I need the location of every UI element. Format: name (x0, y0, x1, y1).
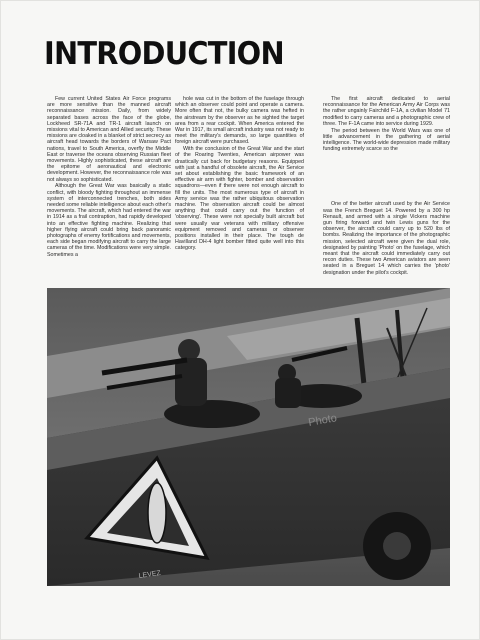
fuselage-serial: LEVEZ (138, 569, 162, 580)
paragraph: hole was cut in the bottom of the fuselage through which an observer could point and operate a camera. More often that not, the bulky camera was hefted in the airstream by the observer as he sighted the target area from a rear cockpit. When America entered the War in 1917, its small aircraft industry was not ready to meet the military's demands, so large quantities of foreign aircraft were purchased. (175, 96, 304, 146)
fuselage-photo-marking: Photo (307, 412, 338, 429)
text-column-1 (47, 96, 171, 258)
paragraph: With the conclusion of the Great War and the start of the Roaring Twenties, American airpower was drastically cut back for budgetary reasons. Equipped with just a handful of obsolete aircraft, the Air Service set about establishing the basic framework of an effective air arm with fighter, bomber and observation squadrons—even if there were not enough aircraft to fill the units. The most numerous type of aircraft in Army service was the rather ubiquitous observation machine. The observation aircraft could be almost anything that could carry out the function of 'observing'. These were not specially built aircraft but were usually war veterans with military offensive equipment removed and cameras or observer positions installed in their place. The tough de Havilland DH-4 light bomber fitted quite well into this category. (175, 146, 304, 252)
page-title: INTRODUCTION (44, 36, 284, 72)
paragraph: Few current United States Air Force programs are more sensitive than the manned aircraft reconnaissance mission. Daily, from widely separated bases across the face of the globe, Lockheed SR-71A and TR-1 aircraft launch on missions vital to American and Allied security. These missions are cloaked in a blanket of strict secrecy as aircraft head towards the borders of Warsaw Pact nations, travel to South America, overfly the Middle East or traverse the oceans observing Russian fleet movements. Highly sophisticated, these aircraft are the epitome of aeronautical and electronic development. However, the reconnaissance role was not always so sophisticated. (47, 96, 171, 183)
text-column-2 (175, 96, 304, 252)
photo-caption: One of the better aircraft used by the Air Service was the French Breguet 14. Powered by a 300 hp Renault, and armed with a single Vickers machine gun firing forward and twin Lewis guns for the observer, the aircraft could carry up to 520 lbs of bombs. Realizing the importance of the photographic mission, selected aircraft were given the dual role, designated by painting 'Photo' on the fuselage, which meant that the aircraft could immediately carry out recon duties. These two American aviators are seen seated in a Breguet 14 which carries the 'photo' designation under the pilot's cockpit. (323, 201, 450, 276)
text-column-3 (323, 96, 450, 276)
historical-photo (47, 288, 450, 586)
paragraph: Although the Great War was basically a static conflict, with bloody fighting throughout an immense system of interconnected trenches, both sides needed some reliable intelligence about each other's movements. The aircraft, which had entered the war in 1914 as a frail contraption, had rapidly developed into an effective fighting machine. Realizing that higher flying aircraft could bring back panoramic photographs of enemy fortifications and movements, each side began modifying aircraft to carry the large cameras of the time. Modifications were very simple. Sometimes a (47, 183, 171, 258)
paragraph: The period between the World Wars was one of little advancement in the gathering of aerial intelligence. The world-wide depression made military funding extremely scarce so the (323, 127, 450, 153)
breguet-photo-illustration (47, 288, 450, 586)
paragraph: The first aircraft dedicated to aerial reconnaissance for the American Army Air Corps was the rather ungainly Fairchild F-1A, a civilian Model 71 modified to carry cameras and a photographic crew of three. The F-1A came into service during 1929. (323, 96, 450, 127)
